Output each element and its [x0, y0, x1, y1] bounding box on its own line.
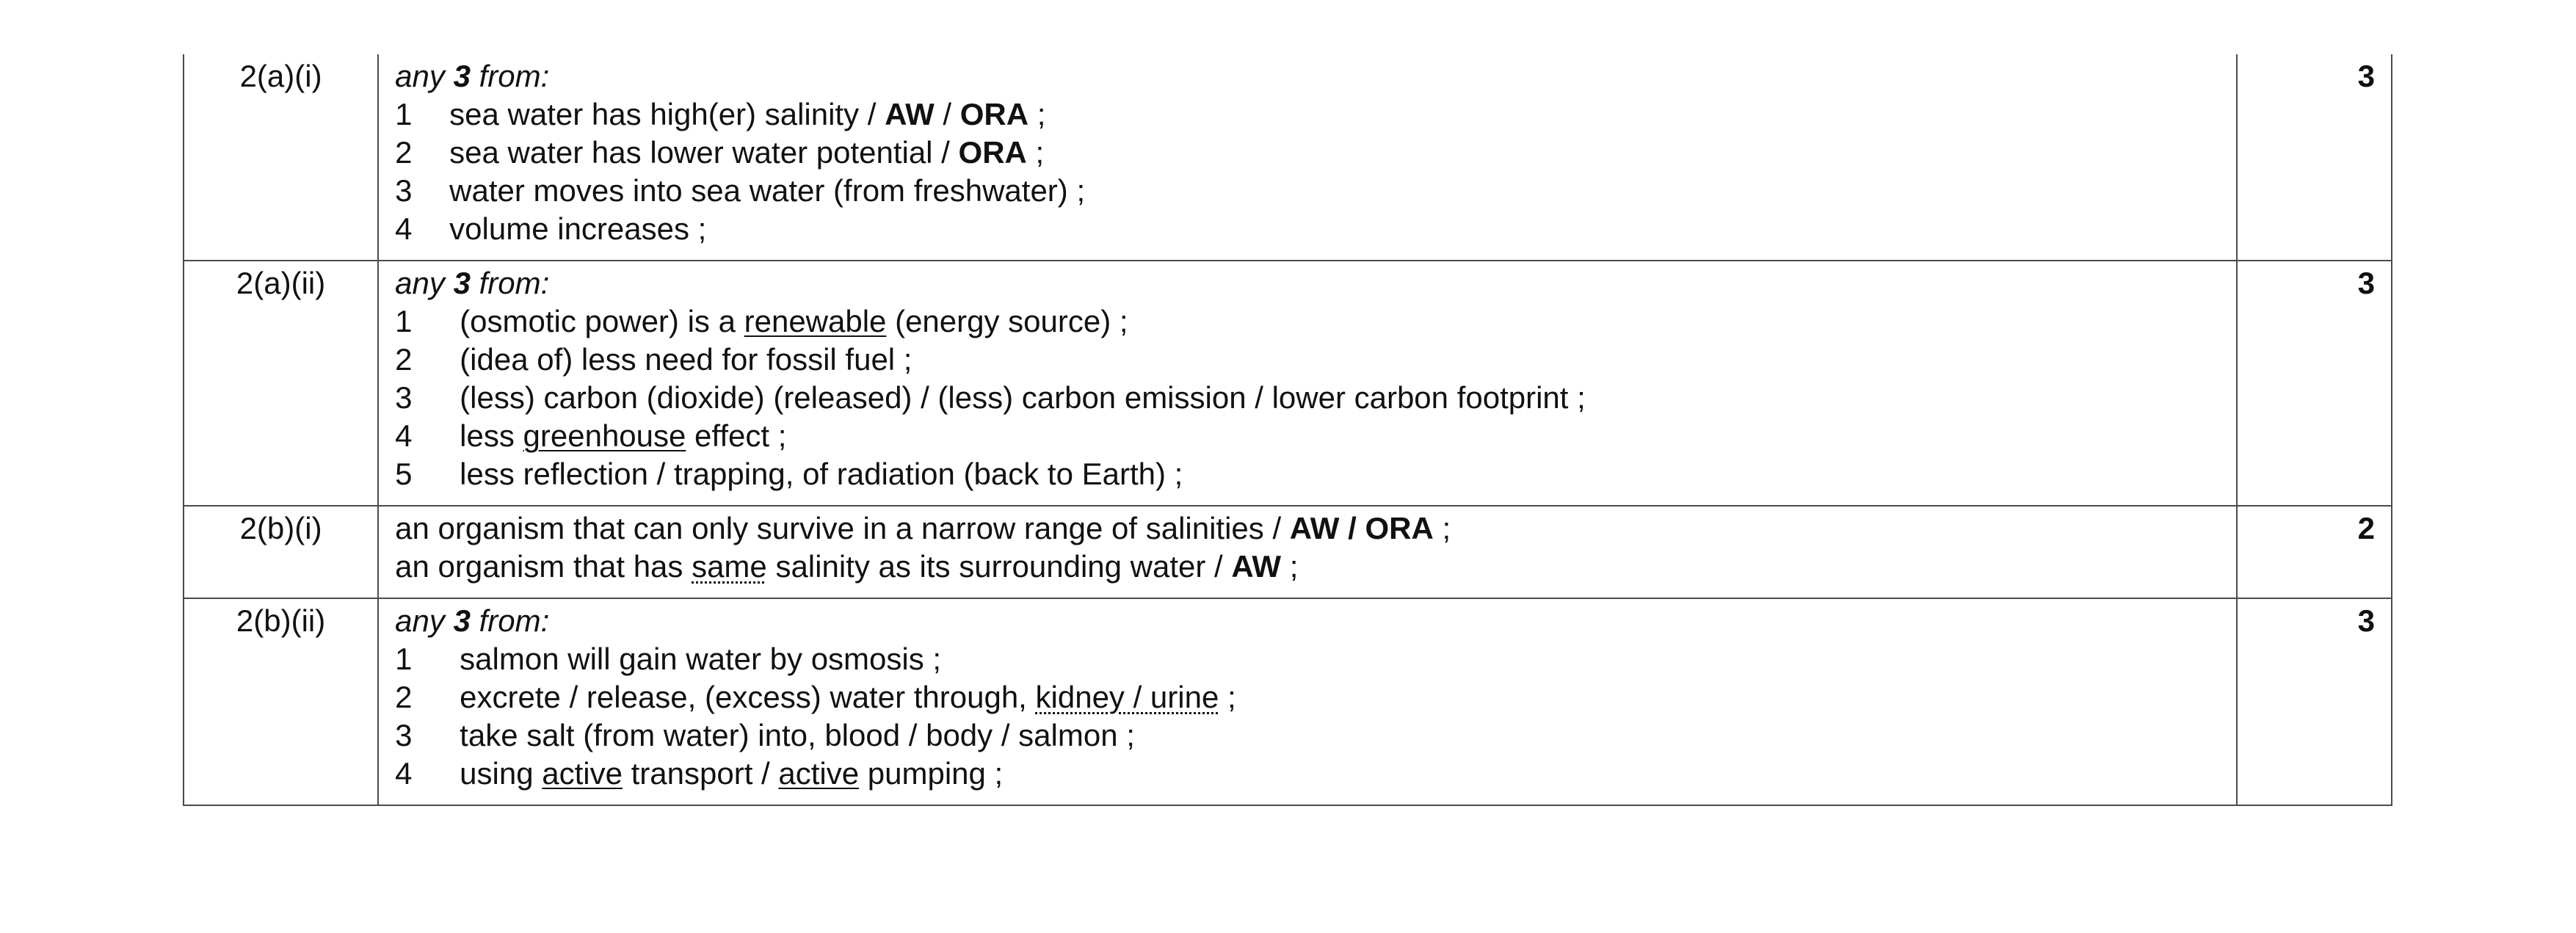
- marking-note: AW: [885, 97, 935, 131]
- marking-note: AW: [1231, 549, 1282, 584]
- answer-point: [395, 134, 2236, 172]
- point-number: 3: [395, 173, 413, 208]
- question-number: 2(a)(i): [184, 54, 378, 261]
- table-row: [184, 598, 2392, 805]
- answer-intro: [395, 602, 2236, 640]
- point-number: 2: [395, 342, 413, 377]
- answer-text: an organism that can only survive in a narrow range of salinities /: [395, 511, 1290, 545]
- answer-text: ;: [1028, 97, 1046, 131]
- answer-text: (idea of) less need for fossil fuel ;: [460, 342, 913, 377]
- answer-text: (osmotic power) is a: [460, 304, 744, 338]
- answer-point: [395, 755, 2236, 793]
- point-number: 5: [395, 457, 413, 491]
- question-number: 2(b)(ii): [184, 598, 378, 805]
- point-number: 2: [395, 135, 413, 170]
- marks-value: 3: [2237, 54, 2392, 261]
- marking-note: ORA: [958, 135, 1027, 170]
- point-number: 1: [395, 304, 413, 338]
- answer-text: sea water has high(er) salinity /: [449, 97, 885, 131]
- answer-text: excrete / release, (excess) water through,: [460, 680, 1036, 714]
- answer-text: using: [460, 756, 543, 791]
- mark-scheme-table: [183, 54, 2392, 806]
- answer-point: [395, 341, 2236, 379]
- marking-note: ORA: [959, 97, 1029, 131]
- answer-text: transport /: [622, 756, 779, 791]
- answer-text: (less) carbon (dioxide) (released) / (less) carbon emission / lower carbon footprint ;: [460, 380, 1586, 415]
- answer-text: salinity as its surrounding water /: [766, 549, 1232, 584]
- key-term: renewable: [744, 304, 887, 338]
- answer-text: effect ;: [686, 418, 787, 453]
- answer-point: [395, 95, 2236, 134]
- intro-suffix: from:: [470, 603, 550, 638]
- key-term: greenhouse: [523, 418, 686, 453]
- point-number: 4: [395, 756, 413, 791]
- table-row: [184, 54, 2392, 261]
- answer-point: [395, 678, 2236, 716]
- answer-text: (energy source) ;: [886, 304, 1128, 338]
- key-term: same: [692, 549, 767, 584]
- point-number: 4: [395, 211, 413, 246]
- answer-point: [395, 417, 2236, 455]
- intro-prefix: any: [395, 603, 454, 638]
- answer-point: [395, 172, 2236, 210]
- answer-text: ;: [1026, 135, 1045, 170]
- marking-note: AW / ORA: [1289, 511, 1434, 545]
- question-number: 2(a)(ii): [184, 261, 378, 506]
- answer-text: take salt (from water) into, blood / body / salmon ;: [460, 718, 1135, 752]
- answer-point: [395, 716, 2236, 755]
- mark-scheme-body: [184, 54, 2392, 805]
- intro-prefix: any: [395, 266, 454, 300]
- answer-text: ;: [1433, 511, 1451, 545]
- answer-point: [395, 548, 2236, 586]
- answer-text: sea water has lower water potential /: [449, 135, 959, 170]
- answer-text: an organism that has: [395, 549, 692, 584]
- answer-text: less reflection / trapping, of radiation (back to Earth) ;: [460, 457, 1183, 491]
- answer-intro: [395, 264, 2236, 302]
- key-term: active: [542, 756, 623, 791]
- answer-cell: [378, 261, 2237, 506]
- point-number: 1: [395, 97, 413, 131]
- table-row: [184, 506, 2392, 598]
- answer-point: [395, 640, 2236, 678]
- table-row: [184, 261, 2392, 506]
- point-number: 4: [395, 418, 413, 453]
- marks-value: 3: [2237, 261, 2392, 506]
- answer-cell: [378, 54, 2237, 261]
- answer-intro: [395, 57, 2236, 95]
- intro-count: 3: [453, 266, 471, 300]
- answer-cell: [378, 506, 2237, 598]
- answer-point: [395, 509, 2236, 548]
- key-term: active: [778, 756, 860, 791]
- key-term: kidney / urine: [1035, 680, 1219, 714]
- answer-text: /: [934, 97, 960, 131]
- answer-point: [395, 455, 2236, 493]
- intro-suffix: from:: [470, 266, 550, 300]
- answer-point: [395, 210, 2236, 248]
- intro-prefix: any: [395, 59, 454, 93]
- intro-count: 3: [453, 603, 471, 638]
- intro-suffix: from:: [470, 59, 550, 93]
- answer-point: [395, 379, 2236, 417]
- intro-count: 3: [453, 59, 471, 93]
- answer-text: pumping ;: [859, 756, 1004, 791]
- marks-value: 3: [2237, 598, 2392, 805]
- answer-cell: [378, 598, 2237, 805]
- answer-text: ;: [1219, 680, 1236, 714]
- answer-text: less: [460, 418, 523, 453]
- point-number: 3: [395, 380, 413, 415]
- question-number: 2(b)(i): [184, 506, 378, 598]
- answer-text: ;: [1281, 549, 1299, 584]
- point-number: 1: [395, 642, 413, 676]
- answer-text: water moves into sea water (from freshwater) ;: [449, 173, 1086, 208]
- marks-value: 2: [2237, 506, 2392, 598]
- answer-text: salmon will gain water by osmosis ;: [460, 642, 942, 676]
- point-number: 3: [395, 718, 413, 752]
- answer-text: volume increases ;: [449, 211, 707, 246]
- answer-point: [395, 302, 2236, 341]
- point-number: 2: [395, 680, 413, 714]
